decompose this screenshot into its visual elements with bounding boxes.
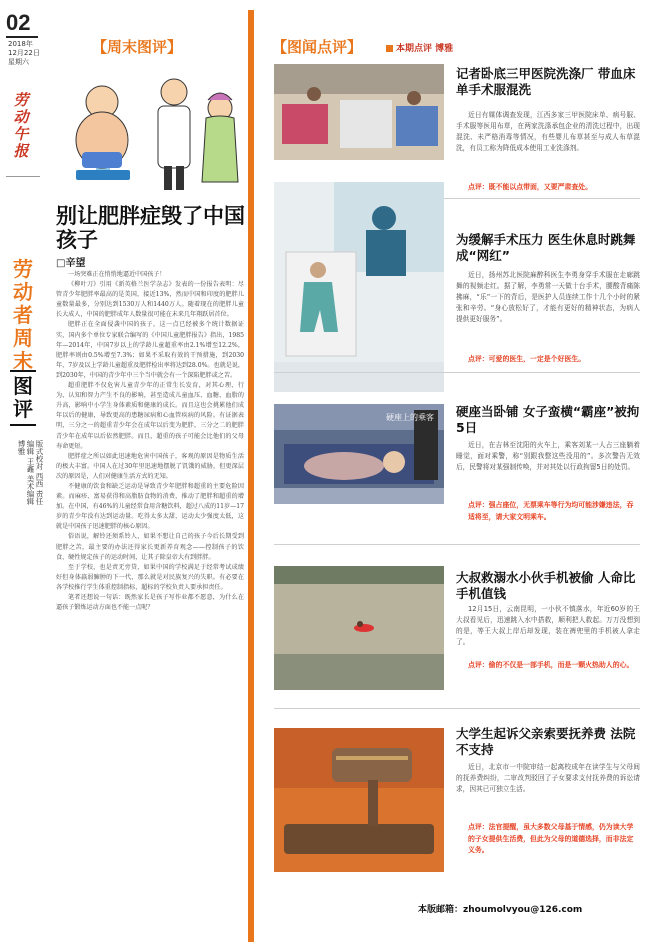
lead-paragraph: 《柳叶刀》引用《新英格兰医学杂志》发表的一份报告表明：尽管青少年肥胖率最高的是美国，接近13%，然而中国和印度的肥胖儿童数量最多，分别达到1530万人和1440万人。随着现在的肥胖儿童长大成人，中国的肥胖成年人数量很可能在未来几年翔跃居首位。: [56, 281, 244, 319]
lead-article-author: □辛望: [56, 258, 86, 269]
weekday: 星期六: [8, 58, 29, 66]
lead-paragraph: 不健康的饮食和缺乏运动是导致青少年肥胖和超重的主要危险因素。而麻疹、富易获得和高脂肪食物的消费，推动了肥胖和超重的增加。在中国，有46%的儿童经常食用含糖饮料，超过八成的11岁—17岁的青少年没有达到运动量。吃得太多太甜，运动太少强度太低，这就是中国孩子迅速肥胖的核心原因。: [56, 482, 244, 531]
page-number-rule: [6, 36, 38, 38]
news-photo-river-rescue: [274, 566, 444, 690]
lead-paragraph: 一场突难正在悄悄地逼近中国孩子！: [68, 271, 166, 278]
lead-paragraph: 肥胖正在全面侵袭中国的孩子，这一点已经被多个统计数据证实，国内多个单位专家联合编写的《中国儿童肥胖报告》指出，1985年—2014年，中国7岁以上的学龄儿童超重率由2.1%增至12.2%，肥胖率则由0.5%增至7.3%；如果不采取有效的干预措施，到2030年，7岁及以上学龄儿童超重及肥胖检出率将达到28.0%。也就是说，到2030年，中国的青少年中三个当中就会有一个深陷肥胖或之苦。: [56, 321, 244, 379]
editor-credits: 版式校对 西西 责任编辑 王鑫 美术编辑 博雅: [17, 440, 44, 505]
news-body-3: 近日，在吉林至沈阳的火车上，乘客刘某一人占三座躺着睡觉，面对乘警，称“别跟我整这些没用的”。多次警告无效后，民警将对某强制传唤，并对其处以行政拘留5日的处罚。: [456, 441, 640, 471]
news-photo-gavel: [274, 728, 444, 872]
news-body-5: 近日，北京市一中院审结一起离校成年在读学生与父母间的抚养费纠纷，二审改判驳回了子女要求支付抚养费的诉讼请求，因其已可独立生活。: [456, 763, 640, 793]
lead-paragraph: 超重肥胖不仅危害儿童青少年的正常生长发育，对其心理、行为、认知和智力产生不良的影响，甚至造成儿童血压、血糖、血脂的升高，影响中小学生身体素质和健康的成长。而且这也会挑累他们成年以后的健康，导致更高的患糖尿病和心血管疾病的风险。有证据表明，三分之一的超重青少年会在成年以后变为肥胖，三分之二的肥胖青少年在成年以后依然肥胖。而且，超重的孩子可能会比他们的父母寿命更短。: [56, 382, 244, 450]
news-photo-dancing-doctor: [274, 182, 444, 392]
item-divider: [274, 372, 640, 373]
news-comment-4: 点评：偷的不仅是一部手机，而是一颗火热助人的心。: [468, 661, 634, 669]
news-review-header: 【图闻点评】: [272, 38, 363, 56]
lead-paragraph: 至于学校，也是责无旁贷，如果中国的学校满足于经常考试成绩好但身体羸弱臃肿的下一代，那么就是对民族复兴的失职。有必要在各学校推行学生体重控制指标，超标的学校负责人要承担责任。: [56, 563, 244, 591]
news-comment-5: 点评：法官提醒，虽大多数父母基于情感，仍为读大学的子女提供生活费，但此为父母的道德选择，而非法定义务。: [468, 823, 634, 854]
photo-caption: 硬座上的乘客: [386, 413, 434, 422]
news-title-2: 为缓解手术压力 医生休息时跳舞成“网红”: [456, 232, 636, 263]
news-comment-1: 点评：既不能以点带面，又要严肃查处。: [468, 183, 593, 191]
news-title-5: 大学生起诉父亲索要抚养费 法院不支持: [456, 726, 636, 757]
item-divider: [274, 708, 640, 709]
item-divider: [274, 544, 640, 545]
lead-paragraph: 俗语说，解铃还须系铃人，如果不想让自己的孩子今后长期受到肥胖之苦，最主要的办法还得家长更新养育观念——控制孩子的饮食，硬性规定孩子的运动时间，让其子除皇帝大有到胖胖。: [56, 533, 244, 561]
host-label: 本期点评 博雅: [396, 44, 454, 54]
lead-paragraph: 笔者还想说一句话：既然家长是孩子写作业都不愿意，为什么在逼孩子锻炼运动方面也不能一点呢？: [56, 594, 244, 612]
lead-article-body: [56, 270, 244, 886]
news-body-1: 近日有媒体调查发现，江西多家三甲医院床单、病号服、手术服等医用布草，在两家洗涤承包企业的清洗过程中，出现混洗、未严格消毒等情况，有些婴儿布草甚至与成人布草混洗，有员工称为降低成本使用工业洗涤剂。: [456, 111, 640, 152]
news-comment-3: 点评：强占座位，无票乘车等行为均可能涉嫌违法，吞适将至，请大家文明乘车。: [468, 501, 634, 521]
host-line: [386, 41, 453, 54]
rail-divider: [6, 176, 40, 177]
paper-logo: 劳动午报: [13, 91, 29, 160]
obesity-cartoon: [52, 62, 244, 202]
news-body-2: 近日，扬州苏北医院麻醉科医生李勇身穿手术服在走廊跳舞的视频走红。据了解，李勇常一天做十台手术，腰酸背痛陈拂麻，“乐”一下的背后，是医护人员连续工作十几个小时的紧张和辛劳。“身心放松好了，才能有更好的精神状态，为病人提供更好服务”。: [456, 271, 640, 323]
news-photo-laundry: [274, 64, 444, 160]
section-email[interactable]: 本版邮箱：zhoumolvyou@126.com: [418, 905, 583, 915]
date-day: 12月22日: [8, 49, 40, 57]
news-comment-2: 点评：可爱的医生，一定是个好医生。: [468, 355, 586, 363]
section-name: 劳动者周末: [13, 257, 33, 373]
news-title-1: 记者卧底三甲医院洗涤厂 带血床单手术服混洗: [456, 66, 636, 97]
date-year: 2018年: [8, 40, 33, 48]
news-photo-train-seat: [274, 404, 444, 504]
weekend-review-header: 【周末图评】: [92, 38, 183, 56]
column-divider: [248, 10, 254, 942]
news-body-4: 12月15日，云南昆明，一小伙不慎落水，年近60岁的王大叔看见后，迅速跳入水中搭救，顺利把人救起。万万没想到的是，等王大叔上岸后却发现，装在裤兜里的手机被人拿走了。: [456, 605, 640, 646]
news-title-4: 大叔救溺水小伙手机被偷 人命比手机值钱: [456, 570, 636, 601]
section-sub: 图评: [10, 370, 36, 426]
orange-square-icon: [386, 45, 393, 52]
lead-paragraph: 肥胖症之所以如此迅速地危害中国孩子，客观的原因是物质生活的极大丰富。中国人在过30年里迅速地摆脱了饥饿的威胁，但更深层次的原因是，人们对健康生活方式的无知。: [56, 452, 244, 480]
news-title-3: 硬座当卧铺 女子蛮横“霸座”被拘5日: [456, 404, 640, 435]
page-number: 02: [6, 10, 31, 35]
lead-article-title: 别让肥胖症毁了中国孩子: [56, 204, 245, 252]
